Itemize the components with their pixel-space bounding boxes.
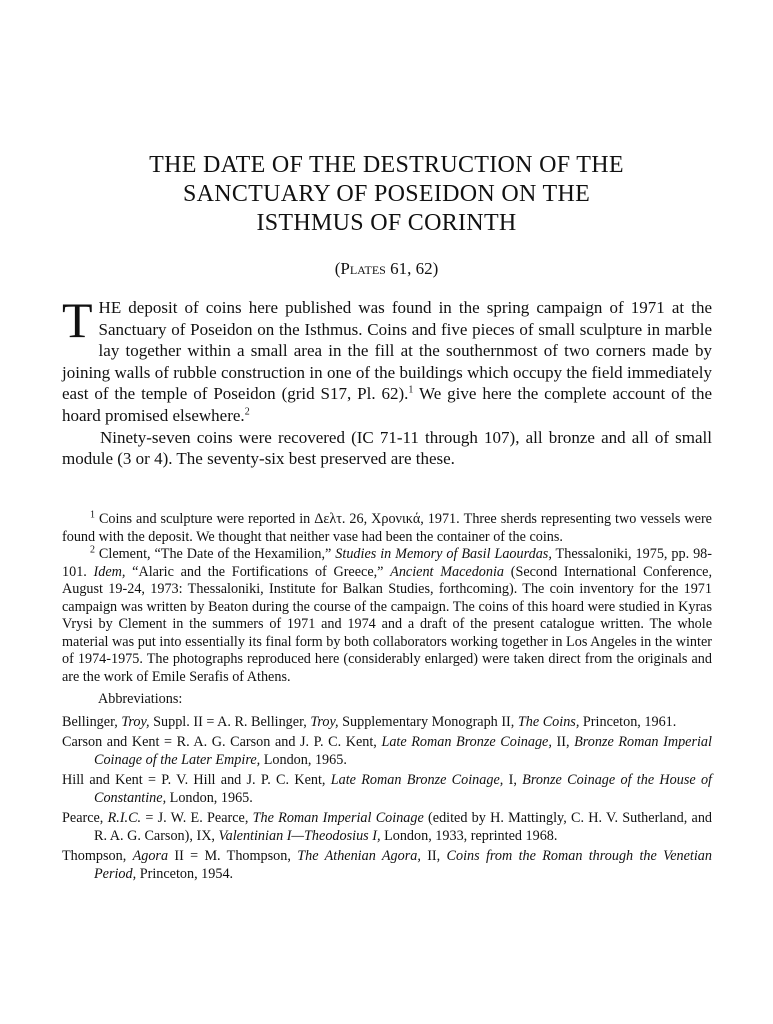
abbreviation-hill-kent <box>62 772 712 807</box>
body-paragraph-2: Ninety-seven coins were recovered (IC 71-11 through 107), all bronze and all of small module (3 or 4). The seventy-six best preserved are these. <box>62 427 712 469</box>
footnote-1 <box>62 511 712 546</box>
abbr-bellinger-c: Supplementary Monograph II, <box>338 713 518 730</box>
abbr-pearce-i3: Valentinian I—Theodosius I, <box>218 827 381 844</box>
abbreviation-pearce <box>62 810 712 845</box>
footnote-2-text-c: “Alaric and the Fortifications of Greece,” <box>125 563 391 580</box>
abbr-pearce-d: London, 1933, reprinted 1968. <box>380 827 558 844</box>
article-title <box>60 151 713 238</box>
abbr-bellinger-i3: The Coins, <box>517 713 580 730</box>
abbr-pearce-i2: The Roman Imperial Coinage <box>252 810 424 826</box>
footnote-2-idem: Idem, <box>93 563 126 580</box>
footnote-1-text-a: Coins and sculpture were reported in <box>95 511 315 527</box>
plates-label: Plates <box>340 259 386 278</box>
abbr-bellinger-d: Princeton, 1961. <box>579 713 677 730</box>
abbr-thompson-c: II, <box>420 848 447 864</box>
abbr-hill-b: I, <box>503 772 523 788</box>
footnote-1-mark: 1 <box>90 509 95 521</box>
abbr-hill-i2: Bronze Coinage of the House of Constantine, <box>94 772 712 806</box>
abbr-hill-i1: Late Roman Bronze Coinage, <box>330 772 504 788</box>
paragraph-1-text: deposit of coins here published was found in the spring campaign of 1971 at the Sanctuary of Poseidon on the Isthmus. Coins and five pieces of small sculpture in marble lay together within a small area in the fill at the southernmost of two corners made by joining walls of rubble construction in one of the buildings which occupy the field immediately east of the temple of Poseidon (grid S17, Pl. 62). <box>62 298 712 404</box>
footnote-2-text-a: Clement, “The Date of the Hexamilion,” <box>95 546 336 562</box>
footnote-1-journal: Δελτ. <box>314 511 346 527</box>
abbr-carson-i2: Bronze Roman Imperial Coinage of the Later Empire, <box>94 734 712 768</box>
footnote-ref-1: 1 <box>408 384 414 396</box>
footnote-2-text-b: Thessaloniki, 1975, pp. 98-101. <box>62 546 712 580</box>
drop-cap: T <box>62 292 93 348</box>
footnote-2-text-d: (Second International Conference, August 19-24, 1973: Thessaloniki, Institute for Balkan Studies, forthcoming). The coin inventory for the 1971 campaign was written by Beaton during the course of the campaign. The coins of this hoard were studied in Kyras Vrysi by Clement in the summers of 1971 and 1974 and a draft of the present catalogue written. The whole material was put into essentially its final form by both collaborators working together in Los Angeles in the winter of 1974-1975. The photographs reproduced here (considerably enlarged) were taken direct from the originals and are the work of Emile Serafis of Athens. <box>62 563 713 685</box>
abbr-pearce-c: (edited by H. Mattingly, C. H. V. Sutherland, and R. A. G. Carson), IX, <box>94 810 713 844</box>
footnote-1-section: Χρονικά, <box>371 511 424 527</box>
abbr-carson-a: Carson and Kent = R. A. G. Carson and J. P. C. Kent, <box>62 734 382 750</box>
paragraph-1-text-2: We give here the complete account of the hoard promised elsewhere. <box>62 384 712 425</box>
body-paragraph-1 <box>62 292 712 427</box>
abbr-thompson-i2: The Athenian Agora, <box>297 848 421 864</box>
abbr-bellinger-i2: Troy, <box>310 713 339 730</box>
abbr-thompson-i3: Coins from the Roman through the Venetian Period, <box>94 848 712 882</box>
title-line-2: SANCTUARY OF POSEIDON ON THE <box>182 181 591 207</box>
plates-numbers: 61, 62) <box>385 259 439 278</box>
abbr-thompson-b: II = M. Thompson, <box>168 848 298 864</box>
abbr-thompson-i1: Agora <box>132 848 169 864</box>
title-line-3: ISTHMUS OF CORINTH <box>256 210 517 236</box>
abbr-thompson-a: Thompson, <box>62 848 133 864</box>
footnote-2-title-2: Ancient Macedonia <box>390 563 505 580</box>
abbr-pearce-a: Pearce, <box>62 810 108 826</box>
abbr-bellinger-b: Suppl. II = A. R. Bellinger, <box>149 713 311 730</box>
title-line-1: THE DATE OF THE DESTRUCTION OF THE <box>149 152 624 178</box>
first-word-rest: HE <box>98 298 122 317</box>
footnote-1-text-c: 1971. Three sherds representing two vessels were found with the deposit. We thought that neither vase had been the container of the coins. <box>62 511 712 545</box>
abbr-bellinger-a: Bellinger, <box>62 713 122 730</box>
abbr-carson-b: II, <box>551 734 575 750</box>
abbreviation-carson-kent <box>62 734 712 769</box>
footnote-2-title-1: Studies in Memory of Basil Laourdas, <box>335 546 552 562</box>
abbr-pearce-i1: R.I.C. <box>107 810 142 826</box>
abbreviation-thompson <box>62 848 712 883</box>
abbreviations-heading: Abbreviations: <box>98 691 183 707</box>
plates-reference <box>0 258 773 280</box>
abbr-pearce-b: = J. W. E. Pearce, <box>141 810 253 826</box>
abbr-hill-a: Hill and Kent = P. V. Hill and J. P. C. Kent, <box>62 772 331 788</box>
abbr-carson-c: London, 1965. <box>260 751 347 768</box>
footnote-2-mark: 2 <box>90 544 95 556</box>
footnotes <box>62 511 712 886</box>
plates-open: ( <box>334 259 341 278</box>
footnote-2 <box>62 546 712 686</box>
abbreviation-bellinger <box>62 714 712 732</box>
body-text <box>62 292 712 470</box>
footnote-ref-2: 2 <box>244 406 250 418</box>
abbr-bellinger-i1: Troy, <box>121 713 150 730</box>
abbr-hill-c: London, 1965. <box>166 789 253 806</box>
footnote-1-text-b: 26, <box>345 511 372 527</box>
abbr-thompson-d: Princeton, 1954. <box>136 865 234 882</box>
abbr-carson-i1: Late Roman Bronze Coinage, <box>381 734 552 750</box>
